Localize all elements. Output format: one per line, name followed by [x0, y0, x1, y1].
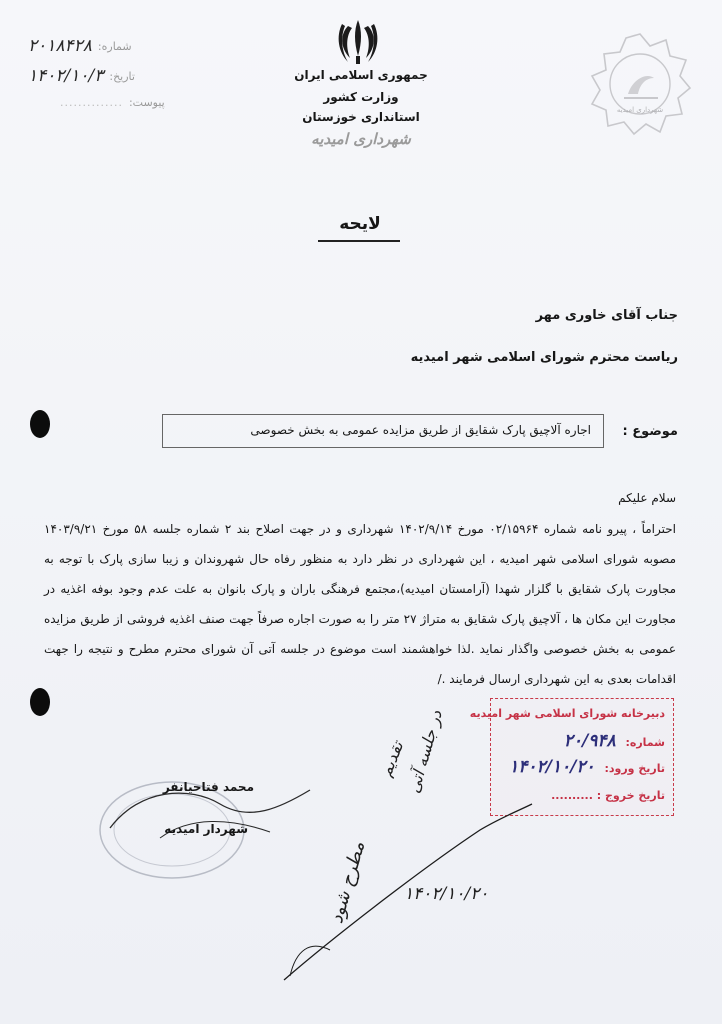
letter-number-label: شماره:	[97, 39, 132, 53]
letter-attachment-row	[60, 96, 165, 109]
signatory-title: شهردار امیدیه	[164, 822, 248, 836]
letter-date-value: ۱۴۰۲/۱۰/۳	[28, 66, 104, 86]
handwritten-note-3: مطرح شود	[326, 839, 370, 926]
signatory-name: محمد فتاحیانفر	[162, 780, 254, 794]
subject-text: اجاره آلاچیق پارک شقایق از طریق مزایده عمومی به بخش خصوصی	[250, 423, 591, 437]
stamp-number-row	[564, 731, 665, 751]
handwritten-note-1: تقدیم	[376, 738, 408, 780]
logo-caption: شهرداری امیدیه	[616, 106, 664, 114]
attachment-dots: ..............	[60, 96, 123, 109]
stamp-date-out-label: تاریخ خروج :	[596, 789, 665, 802]
municipality-logo-icon	[588, 32, 692, 136]
letter-number-value: ۲۰۱۸۴۲۸	[28, 36, 92, 56]
letter-date-row	[28, 66, 135, 86]
handwritten-note-2: در جلسه آتی	[404, 708, 446, 796]
punch-hole-top	[30, 410, 50, 438]
body-line: اقدامات بعدی به این شهرداری ارسال فرمایند ./	[437, 672, 676, 686]
subject-box	[162, 414, 604, 448]
stamp-number-value: ۲۰/۹۴۸	[563, 731, 616, 751]
header-line-1: جمهوری اسلامی ایران	[294, 68, 428, 82]
iran-emblem-icon	[334, 16, 382, 68]
stamp-date-out-dots: ..........	[551, 789, 593, 802]
stamp-number-label: شماره:	[625, 736, 665, 749]
council-receipt-stamp	[469, 698, 674, 816]
title-underline	[318, 240, 400, 242]
header-line-4: شهرداری امیدیه	[311, 130, 411, 148]
addressee-title: ریاست محترم شورای اسلامی شهر امیدیه	[410, 350, 678, 365]
body-line: مصوبه شورای اسلامی شهر امیدیه ، این شهرداری در نظر دارد به منظور رفاه حال شهروندان و زیبا سازی پارک با توجه به	[44, 552, 676, 566]
header-line-2: وزارت کشور	[323, 90, 399, 104]
stamp-title: دبیرخانه شورای اسلامی شهر امیدیه	[469, 707, 665, 720]
subject-label: موضوع :	[622, 424, 678, 439]
document-title: لایحه	[339, 214, 381, 234]
addressee-name: جناب آقای خاوری مهر	[535, 308, 678, 323]
body-line: عمومی به بخش خصوصی واگذار نماید .لذا خواهشمند است موضوع در جلسه آتی آن شورای محترم مطرح و نتیجه را جهت	[44, 642, 676, 656]
referral-signature-stroke-icon	[270, 800, 540, 990]
punch-hole-bottom	[30, 688, 50, 716]
header-line-3: استانداری خوزستان	[302, 110, 420, 124]
body-line: احتراماً ، پیرو نامه شماره ۰۲/۱۵۹۶۴ مورخ ۱۴۰۲/۹/۱۴ شهرداری و در جهت اصلاح بند ۲ شماره جلسه ۵۸ مورخ ۱۴۰۳/۹/۲۱	[44, 522, 676, 536]
body-line: مجاورت این مکان ها ، آلاچیق پارک شقایق به متراژ ۲۷ متر را به صورت اجاره صرفاً جهت صنف اغذیه فروشی از طریق مزایده	[44, 612, 676, 626]
letter-attachment-label: پیوست:	[128, 96, 165, 109]
letter-number-row	[28, 36, 132, 56]
stamp-date-out-row	[551, 789, 665, 802]
greeting: سلام علیکم	[618, 491, 676, 505]
stamp-date-in-label: تاریخ ورود:	[604, 762, 665, 775]
body-line: مجاورت پارک شقایق با گلزار شهدا (آرامستان امیدیه)،مجتمع فرهنگی باران و پارک بانوان به علت عدم وجود بوفه اغذیه در	[44, 582, 676, 596]
stamp-date-in-row	[509, 757, 665, 777]
stamp-date-in-value: ۱۴۰۲/۱۰/۲۰	[509, 757, 595, 777]
handwritten-date: ۱۴۰۲/۱۰/۲۰	[404, 884, 489, 904]
letter-date-label: تاریخ:	[109, 69, 135, 83]
